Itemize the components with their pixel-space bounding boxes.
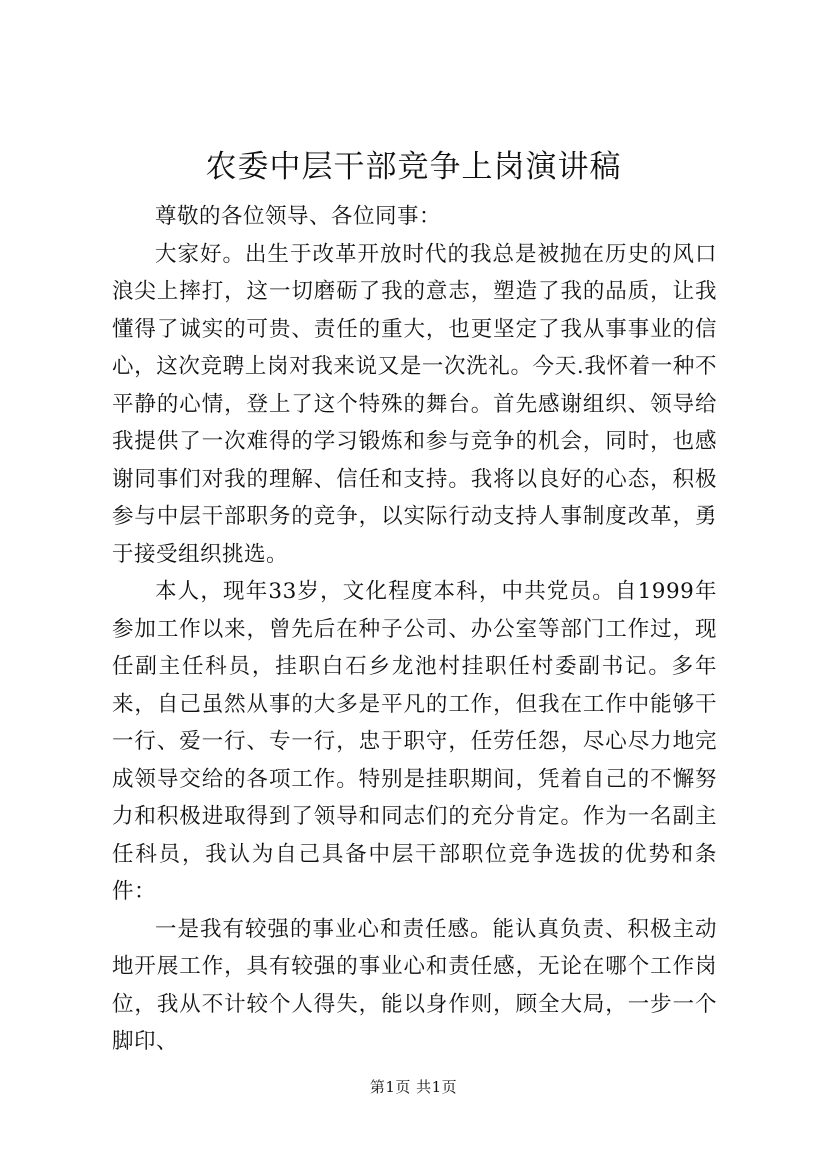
page-number-footer: 第1页 共1页: [369, 1078, 458, 1096]
document-body: [112, 198, 717, 1061]
self-introduction-paragraph: 本人，现年33岁，文化程度本科，中共党员。自1999年参加工作以来，曾先后在种子公司、办公室等部门工作过，现任副主任科员，挂职白石乡龙池村挂职任村委副书记。多年来，自己虽然从事的大多是平凡的工作，但我在工作中能够干一行、爱一行、专一行，忠于职守，任劳任怨，尽心尽力地完成领导交给的各项工作。特别是挂职期间，凭着自己的不懈努力和积极进取得到了领导和同志们的充分肯定。作为一名副主任科员，我认为自己具备中层干部职位竞争选拔的优势和条件：: [112, 579, 717, 904]
strength-one-paragraph: 一是我有较强的事业心和责任感。能认真负责、积极主动地开展工作，具有较强的事业心和责任感，无论在哪个工作岗位，我从不计较个人得失，能以身作则，顾全大局，一步一个脚印、: [112, 916, 717, 1054]
document-title: 农委中层干部竞争上岗演讲稿: [205, 149, 622, 185]
greeting-paragraph: 大家好。出生于改革开放时代的我总是被抛在历史的风口浪尖上摔打，这一切磨砺了我的意志，塑造了我的品质，让我懂得了诚实的可贵、责任的重大，也更坚定了我从事事业的信心，这次竞聘上岗对我来说又是一次洗礼。今天.我怀着一种不平静的心情，登上了这个特殊的舞台。首先感谢组织、领导给我提供了一次难得的学习锻炼和参与竞争的机会，同时，也感谢同事们对我的理解、信任和支持。我将以良好的心态，积极参与中层干部职务的竞争，以实际行动支持人事制度改革，勇于接受组织挑选。: [112, 241, 717, 567]
salutation-paragraph: 尊敬的各位领导、各位同事：: [155, 204, 442, 229]
